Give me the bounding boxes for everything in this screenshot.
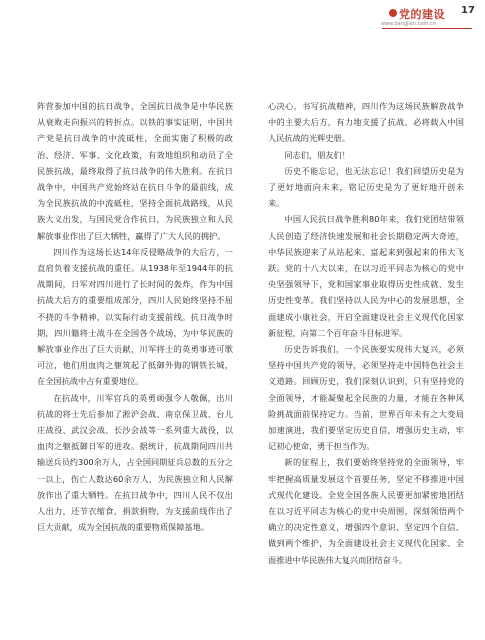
site-url: www.dangjian.com.cn <box>381 21 436 27</box>
paragraph: 在抗战中，川军官兵的英勇顽强令人敬佩，出川抗战的将士先后参加了淞沪会战、南京保卫战、台儿庄战役、武汉会战、长沙会战等一系列重大战役，以血肉之躯抵御日军的进攻。据统计，抗战期间四川共输送兵员约300余万人，占全国同期征兵总数的五分之一以上，伤亡人数达60余万人，为民族独立和人民解放作出了重大牺牲。在抗日战争中，四川人民不仅出人出力，还节衣缩食，捐款捐物，为支援前线作出了巨大贡献，成为全国抗战的重要物质保障基地。 <box>37 392 233 533</box>
left-column <box>37 98 233 628</box>
paragraph: 历史告诉我们，一个民族要实现伟大复兴，必须坚持中国共产党的领导，必须坚持走中国特色社会主义道路。回顾历史，我们深刻认识到，只有坚持党的全面领导，才能凝聚起全民族的力量，才能在各种风险挑战面前保持定力。当前，世界百年未有之大变局加速演进，我们要坚定历史自信，增强历史主动，牢记初心使命，勇于担当作为。 <box>268 344 464 452</box>
page-header <box>0 0 485 40</box>
header-rule <box>382 28 472 29</box>
logo-text: 党的建设 <box>399 8 445 21</box>
paragraph: 中国人民抗日战争胜利80年来，我们党团结带领人民创造了经济快速发展和社会长期稳定两大奇迹，中华民族迎来了从站起来、富起来到强起来的伟大飞跃。党的十八大以来，在以习近平同志为核心的党中央坚强领导下，党和国家事业取得历史性成就、发生历史性变革。我们坚持以人民为中心的发展思想，全面建成小康社会，开启全面建设社会主义现代化国家新征程，向第二个百年奋斗目标进军。 <box>268 214 464 338</box>
paragraph: 历史不能忘记，也无法忘记！我们回望历史是为了更好地面向未来，铭记历史是为了更好地开创未来。 <box>268 165 464 209</box>
paragraph: 阵营参加中国的抗日战争，全国抗日战争是中华民族从衰败走向振兴的转折点。以铁的事实证明，中国共产党是抗日战争的中流砥柱，全面实施了积极的政治、经济、军事、文化政策，有效地组织和动员了全民族抗战，最终取得了抗日战争的伟大胜利。在抗日战争中，中国共产党始终站在抗日斗争的最前线，成为全民族抗战的中流砥柱，坚持全面抗战路线，从民族大义出发，与国民党合作抗日，为民族独立和人民解放事业作出了巨大牺牲，赢得了广大人民的拥护。 <box>37 101 233 241</box>
paragraph: 心决心，书写抗战精神，四川作为这场民族解放战争中的主要大后方，有力地支援了抗战，必将载入中国人民抗战的光辉史册。 <box>268 101 464 144</box>
page-number: 17 <box>461 5 475 16</box>
paragraph: 四川作为这场长达14年反侵略战争的大后方，一直肩负着支援抗战的重任。从1938年至1944年的抗战期间，日军对四川进行了长时间的轰炸，作为中国抗战大后方的重要组成部分，四川人民始终坚持不屈不挠的斗争精神，以实际行动支援前线。抗日战争时期，四川籍将士战斗在全国各个战场，为中华民族的解放事业作出了巨大贡献，川军将士的英勇事迹可歌可泣，他们用血肉之躯筑起了抵御外侮的钢铁长城，在全国抗战中占有重要地位。 <box>37 246 233 387</box>
paragraph: 新的征程上，我们要始终坚持党的全面领导，牢牢把握高质量发展这个首要任务，坚定不移推进中国式现代化建设。全党全国各族人民要更加紧密地团结在以习近平同志为核心的党中央周围，深刻领悟两个确立的决定性意义，增强四个意识、坚定四个自信、做到两个维护，为全面建设社会主义现代化国家、全面推进中华民族伟大复兴而团结奋斗。 <box>268 457 464 565</box>
party-emblem-icon <box>389 9 397 17</box>
right-column <box>268 98 464 628</box>
paragraph: 同志们，朋友们！ <box>284 149 350 160</box>
